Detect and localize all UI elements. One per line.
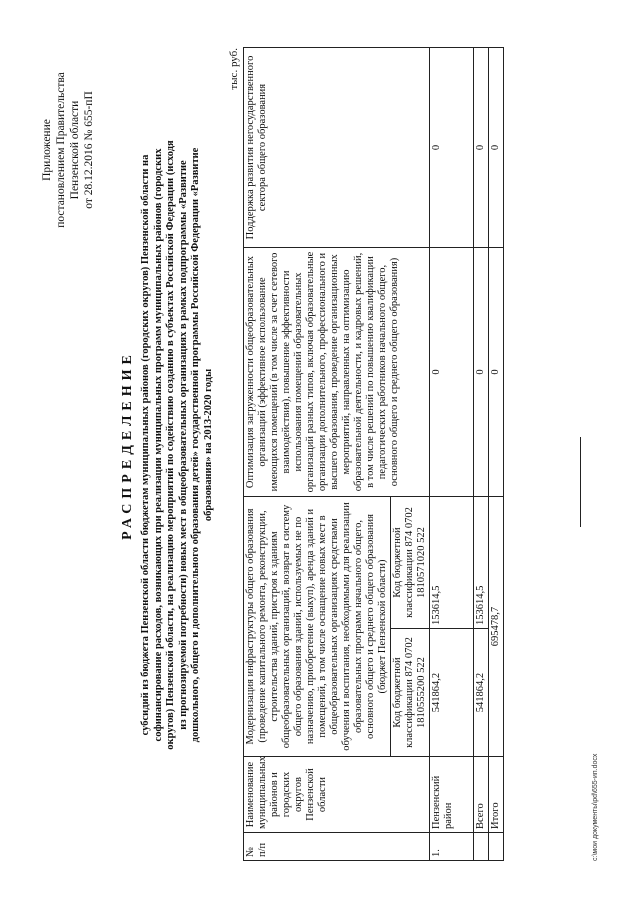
- row-name: Всего: [474, 757, 489, 833]
- appendix-block: [40, 50, 96, 250]
- table-total-row: [489, 48, 504, 861]
- header-support: Поддержка развития негосударственного сектора общего образования: [244, 48, 430, 248]
- total-optimization: 0: [489, 248, 504, 497]
- row-name: Пензенский район: [430, 757, 474, 833]
- total-support: 0: [489, 48, 504, 248]
- document-subtitle: субсидий из бюджета Пензенской области бюджетам муниципальных районов (городских округов) Пензенской области на софинансирование расходов, возникающих при реализации муниципальных программ муниципальных районов (городских округов) Пензенской области, на реализацию мероприятий по содействию созданию в субъектах Российской Федерации (исходя из прогнозируемой потребности) новых мест в общеобразовательных организациях в рамках подпрограммы «Развитие дошкольного, общего и дополнительного образования детей» государственной программы Российской Федерации «Развитие образования» на 2013-2020 годы: [140, 140, 214, 750]
- appendix-line-1: Приложение: [41, 119, 53, 181]
- appendix-line-4: от 28.12.2016 № 655-пП: [83, 91, 95, 209]
- row-value-1: 541864,2: [474, 629, 489, 757]
- row-value-1: 541864,2: [430, 629, 474, 757]
- row-support: 0: [474, 48, 489, 248]
- appendix-line-3: Пензенской области: [69, 100, 81, 200]
- separator-line: [580, 437, 581, 527]
- units-label: тыс. руб.: [228, 48, 240, 90]
- table-row: [430, 48, 474, 861]
- header-name: Наименование муниципальных районов и городских округов Пензенской области: [244, 757, 430, 833]
- row-optimization: 0: [474, 248, 489, 497]
- distribution-table: [243, 47, 504, 861]
- row-support: 0: [430, 48, 474, 248]
- header-num: № п/п: [244, 833, 430, 861]
- table-row: [474, 48, 489, 861]
- row-num: [474, 833, 489, 861]
- row-value-2: 153614,5: [474, 497, 489, 629]
- header-optimization: Оптимизация загруженности общеобразовательных организаций (эффективное использование имеющихся помещений (в том числе за счет сетевого взаимодействия), повышение эффективности использования помещений образовательных организаций разных типов, включая образовательные организации дополнительного, профессионального и высшего образования, проведение организационных мероприятий, направленных на оптимизацию образовательной деятельности, и кадровых решений, в том числе решений по повышению квалификации педагогических работников начального общего, основного общего и среднего общего образования): [244, 248, 430, 497]
- header-code-1: Код бюджетной классификации 874 0702 1810555200 522: [391, 629, 430, 757]
- total-value: 695478,7: [489, 497, 504, 757]
- document-heading: [120, 135, 215, 755]
- row-optimization: 0: [430, 248, 474, 497]
- header-modernization: Модернизация инфраструктуры общего образования (проведение капитального ремонта, реконструкции, строительства зданий, пристроя к зданиям общеобразовательных организаций, возврат в систему общего образования зданий, используемых не по назначению, приобретение (выкуп), аренда зданий и помещений, в том числе оснащение новых мест в общеобразовательных организациях средствами обучения и воспитания, необходимыми для реализации образовательных программ начального общего, основного общего и среднего общего образования (бюджет Пензенской области): [244, 497, 391, 757]
- row-num: 1.: [430, 833, 474, 861]
- total-label: Итого: [489, 757, 504, 833]
- row-value-2: 153614,5: [430, 497, 474, 629]
- total-num: [489, 833, 504, 861]
- table-header-row: [244, 48, 391, 861]
- file-path-footer: c:\мои документы\pd\655-ип.docx: [592, 753, 599, 861]
- document-title: РАСПРЕДЕЛЕНИЕ: [120, 350, 135, 540]
- header-code-2: Код бюджетной классификации 874 0702 1810571020 522: [391, 497, 430, 629]
- appendix-line-2: постановлением Правительства: [55, 72, 67, 228]
